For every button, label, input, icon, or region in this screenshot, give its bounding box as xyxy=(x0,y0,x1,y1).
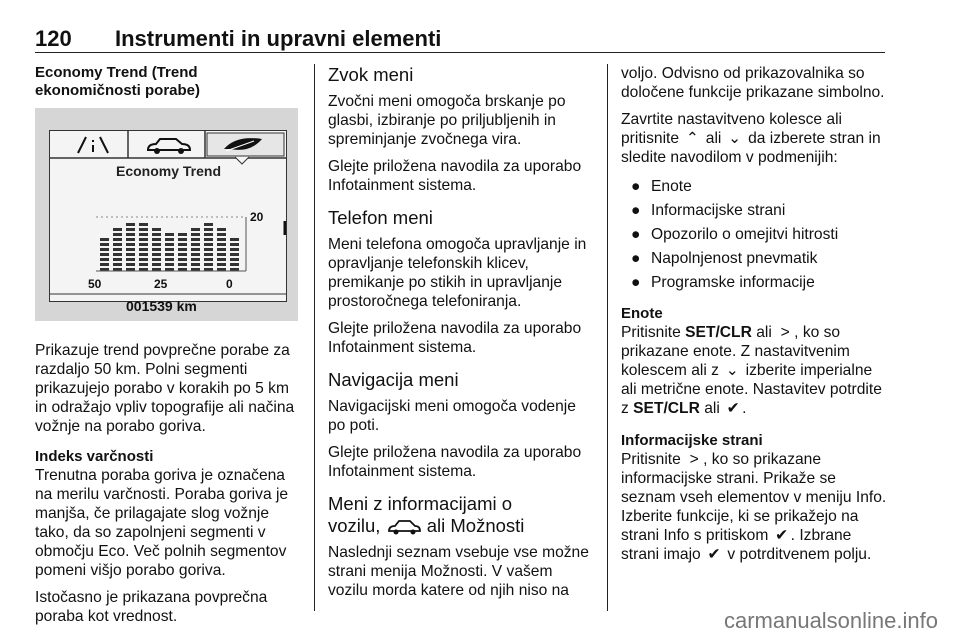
road-info-icon xyxy=(78,137,108,153)
display-title: Economy Trend xyxy=(116,163,222,179)
display-x-label-50: 50 xyxy=(88,277,102,291)
bar-segment xyxy=(113,258,122,261)
bar-segment xyxy=(100,263,109,266)
bullet-icon: ● xyxy=(631,226,641,243)
bar-segment xyxy=(178,253,187,256)
paragraph: Navigacijski meni omogoča vodenje po poti. xyxy=(328,398,576,434)
car-icon xyxy=(386,518,422,536)
paragraph: Glejte priložena navodila za uporabo Infotainment sistema. xyxy=(328,158,582,194)
bar-segment xyxy=(126,248,135,251)
column-divider-1 xyxy=(314,64,315,611)
bar-segment xyxy=(230,253,239,256)
bar-segment xyxy=(204,258,213,261)
bar-segment xyxy=(152,258,161,261)
bar-segment xyxy=(204,228,213,231)
bar-segment xyxy=(152,263,161,266)
paragraph: voljo. Odvisno od prikazovalnika so določene funkcije prikazane simbolno. xyxy=(621,65,885,101)
bar-segment xyxy=(217,243,226,246)
bar-segment xyxy=(152,228,161,231)
bar-segment xyxy=(178,243,187,246)
bar-segment xyxy=(178,248,187,251)
list-item: ● Programske informacije xyxy=(621,271,891,295)
bar-segment xyxy=(100,248,109,251)
bar-segment xyxy=(230,263,239,266)
paragraph-info-pages: Pritisnite > , ko so prikazane informacijske strani. Prikaže se seznam vseh elementov v meniju Info. Izberite funkcije, ki se prikažejo na strani Info s pritiskom ✔ . Izbrane strani imajo ✔ v potrditvenem polju. xyxy=(621,451,887,563)
bar-segment xyxy=(217,258,226,261)
bar-segment xyxy=(126,258,135,261)
chevron-up-icon: ⌃ xyxy=(685,130,699,147)
bar-segment xyxy=(139,248,148,251)
bar-segment xyxy=(139,243,148,246)
bar-segment xyxy=(113,263,122,266)
paragraph-turn: Zavrtite nastavitveno kolesce ali pritisnite ⌃ ali ⌄ da izberete stran in sledite navodilom v podmenijih: xyxy=(621,111,881,166)
bar-segment xyxy=(191,263,200,266)
economy-trend-heading: Economy Trend (Trend ekonomičnosti porabe) xyxy=(35,64,201,99)
bar-segment xyxy=(165,253,174,256)
chevron-right-icon: > xyxy=(780,324,790,341)
bar-segment xyxy=(126,233,135,236)
bar-segment xyxy=(165,243,174,246)
bar-segment xyxy=(191,233,200,236)
page-number: 120 xyxy=(35,26,72,51)
bar-segment xyxy=(152,233,161,236)
economy-trend-display xyxy=(35,108,298,321)
paragraph: Zvočni meni omogoča brskanje po glasbi, izbiranje po priljubljenih in spreminjanje zvočnega vira. xyxy=(328,93,566,148)
bar-segment xyxy=(165,263,174,266)
page-header xyxy=(35,22,885,53)
bar-segment xyxy=(191,258,200,261)
bar-segment xyxy=(113,228,122,231)
bar-segment xyxy=(217,248,226,251)
bar-segment xyxy=(204,238,213,241)
bar-segment xyxy=(230,258,239,261)
list-item: ● Opozorilo o omejitvi hitrosti xyxy=(621,223,891,247)
bar-segment xyxy=(165,238,174,241)
bar-segment xyxy=(113,238,122,241)
heading-zvok: Zvok meni xyxy=(328,64,414,85)
bar-segment xyxy=(113,233,122,236)
list-item: ● Informacijske strani xyxy=(621,199,891,223)
bar-segment xyxy=(191,228,200,231)
bar-segment xyxy=(152,238,161,241)
column-divider-2 xyxy=(607,64,608,611)
bar-segment xyxy=(178,263,187,266)
bar-segment xyxy=(126,228,135,231)
bar-segment xyxy=(191,238,200,241)
subheading-enote: Enote xyxy=(621,305,663,322)
display-screen xyxy=(49,130,287,314)
bar-segment xyxy=(152,243,161,246)
bullet-icon: ● xyxy=(631,250,641,267)
page-title: Instrumenti in upravni elementi xyxy=(115,26,442,51)
display-x-label-25: 25 xyxy=(154,277,168,291)
checkmark-icon: ✔ xyxy=(707,546,721,563)
bar-segment xyxy=(178,238,187,241)
submenu-list xyxy=(621,175,891,295)
bar-segment xyxy=(204,248,213,251)
bar-segment xyxy=(217,253,226,256)
bar-segment xyxy=(100,238,109,241)
bar-segment xyxy=(230,238,239,241)
list-item: ● Napolnjenost pnevmatik xyxy=(621,247,891,271)
bar-segment xyxy=(204,263,213,266)
bar-segment xyxy=(217,233,226,236)
bar-segment xyxy=(152,248,161,251)
bar-segment xyxy=(126,243,135,246)
bar-segment xyxy=(139,258,148,261)
bar-segment xyxy=(165,258,174,261)
bar-segment xyxy=(230,248,239,251)
bar-segment xyxy=(100,253,109,256)
bullet-icon: ● xyxy=(631,202,641,219)
odometer-readout: 001539 km xyxy=(126,298,197,314)
subheading-index: Indeks varčnosti xyxy=(35,448,154,465)
paragraph: Istočasno je prikazana povprečna poraba kot vrednost. xyxy=(35,589,268,625)
bar-segment xyxy=(126,263,135,266)
bar-segment xyxy=(191,253,200,256)
bar-segment xyxy=(126,238,135,241)
checkmark-icon: ✔ xyxy=(775,527,789,544)
chevron-down-icon: ⌄ xyxy=(725,362,739,379)
paragraph: Meni telefona omogoča upravljanje in opravljanje telefonskih klicev, premikanje po stikih in upravljanje prostoročnega telefoniranja. xyxy=(328,236,587,310)
chevron-right-icon: > xyxy=(689,451,699,468)
paragraph: Naslednji seznam vsebuje vse možne strani menija Možnosti. V vašem vozilu morda katere od njih niso na xyxy=(328,544,589,599)
list-item: ● Enote xyxy=(621,175,891,199)
bar-segment xyxy=(113,248,122,251)
bar-segment xyxy=(139,238,148,241)
bar-segment xyxy=(113,243,122,246)
bar-segment xyxy=(230,243,239,246)
bar-segment xyxy=(139,263,148,266)
bar-segment xyxy=(126,223,135,226)
column-2 xyxy=(328,64,592,608)
bar-segment xyxy=(178,258,187,261)
bar-segment xyxy=(178,233,187,236)
bar-segment xyxy=(113,253,122,256)
paragraph: Glejte priložena navodila za uporabo Infotainment sistema. xyxy=(328,320,582,356)
column-3 xyxy=(621,64,891,572)
bar-segment xyxy=(204,243,213,246)
heading-navigacija: Navigacija meni xyxy=(328,369,459,390)
paragraph: Trenutna poraba goriva je označena na merilu varčnosti. Poraba goriva je manjša, če prilagajate slog vožnje tako, da so zapolnjeni segmenti v območju Eco. Več polnih segmentov pomeni višjo porabo goriva. xyxy=(35,467,289,579)
car-icon xyxy=(148,139,190,154)
bar-segment xyxy=(152,253,161,256)
paragraph: Prikazuje trend povprečne porabe za razdaljo 50 km. Polni segmenti prikazujejo porabo v korakih po 5 km in odražajo vpliv topografije ali načina vožnje na porabo goriva. xyxy=(35,342,295,435)
subheading-info-pages: Informacijske strani xyxy=(621,432,763,449)
checkmark-icon: ✔ xyxy=(726,400,740,417)
watermark: carmanualsonline.info xyxy=(723,608,938,633)
bar-segment xyxy=(217,228,226,231)
bar-segment xyxy=(139,253,148,256)
paragraph: Glejte priložena navodila za uporabo Infotainment sistema. xyxy=(328,444,582,480)
bar-segment xyxy=(204,233,213,236)
bar-segment xyxy=(139,228,148,231)
bar-segment xyxy=(191,243,200,246)
bar-segment xyxy=(165,233,174,236)
bullet-icon: ● xyxy=(631,178,641,195)
bar-segment xyxy=(126,253,135,256)
display-y-label: 20 xyxy=(250,210,264,224)
bar-segment xyxy=(217,263,226,266)
paragraph-enote: Pritisnite SET/CLR ali > , ko so prikazane enote. Z nastavitvenim kolescem ali z ⌄ izberite imperialne ali metrične enote. Nastavitev potrdite z SET/CLR ali ✔ . xyxy=(621,324,882,417)
heading-vehicle-info: Meni z informacijami o vozilu, ali Možnosti xyxy=(328,493,525,536)
bar-segment xyxy=(204,223,213,226)
bar-segment xyxy=(139,223,148,226)
bar-segment xyxy=(100,258,109,261)
bar-segment xyxy=(100,243,109,246)
bar-segment xyxy=(191,248,200,251)
bullet-icon: ● xyxy=(631,274,641,291)
chevron-down-icon: ⌄ xyxy=(728,130,742,147)
display-x-label-0: 0 xyxy=(226,277,233,291)
bar-segment xyxy=(139,233,148,236)
bar-segment xyxy=(204,253,213,256)
column-1 xyxy=(35,64,299,634)
bar-segment xyxy=(165,248,174,251)
bar-segment xyxy=(217,238,226,241)
heading-telefon: Telefon meni xyxy=(328,207,433,228)
